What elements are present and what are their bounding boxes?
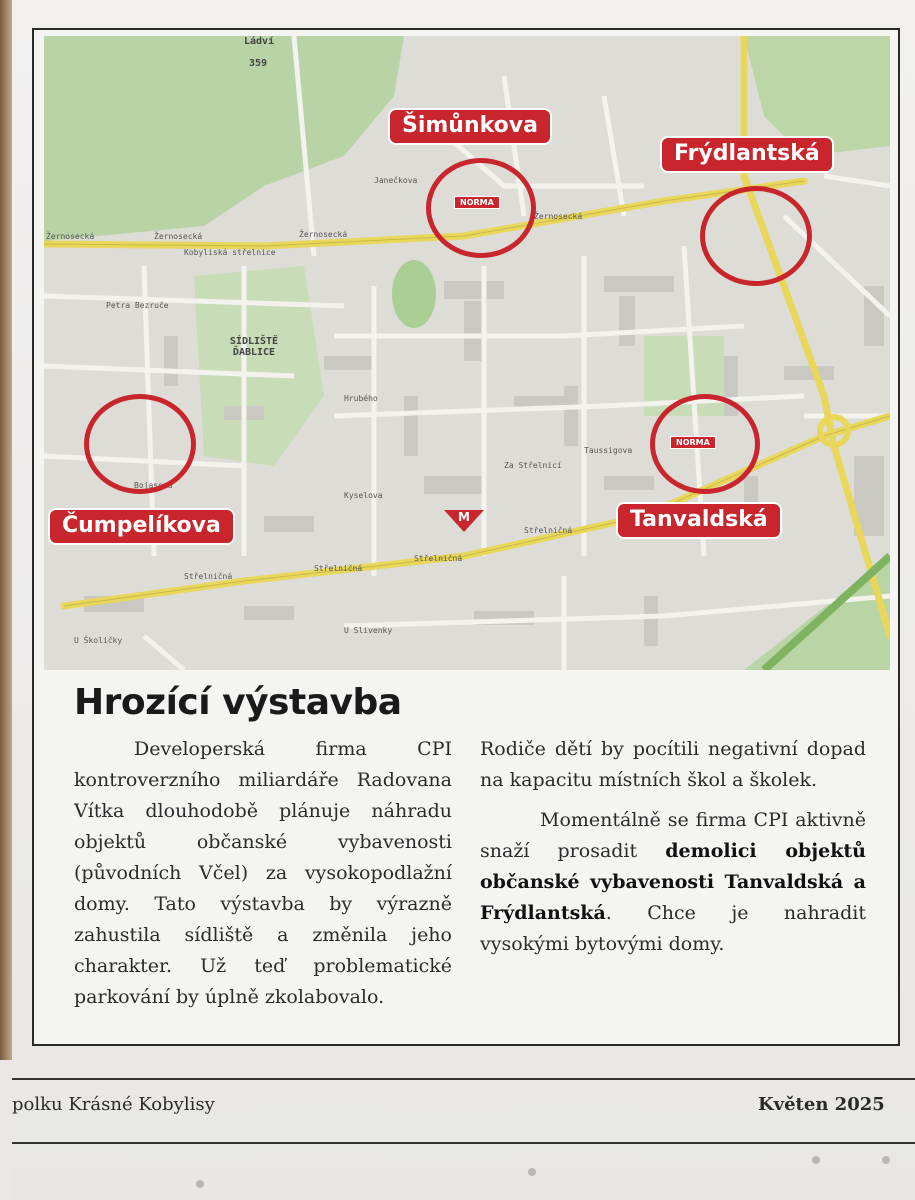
article-headline: Hrozící výstavba <box>74 682 402 723</box>
punch-hole <box>812 1156 820 1164</box>
callout-frydlantska: Frýdlantská <box>662 138 832 171</box>
map-label-district: SÍDLIŠTĚ ĎABLICE <box>229 336 279 358</box>
map-label-street: U Slivenky <box>344 626 393 635</box>
map-label-street: Kyselova <box>344 491 383 500</box>
punch-hole <box>882 1156 890 1164</box>
punch-hole <box>196 1180 204 1188</box>
stadium <box>392 260 436 328</box>
map-label-street: Janečkova <box>374 176 418 185</box>
article-box <box>32 28 900 1046</box>
map-label-street: Střelničná <box>414 554 463 563</box>
footer-date: Květen 2025 <box>758 1094 885 1115</box>
emphasized-text: demolici objektů občanské vybavenosti Tanvaldská a Frýdlantská <box>480 840 866 924</box>
map-label-street: Střelničná <box>184 572 233 581</box>
map-label-ladvi: Ládví <box>244 36 275 47</box>
footer-publisher: polku Krásné Kobylisy <box>12 1094 215 1115</box>
callout-cumpelikova: Čumpelíkova <box>50 510 233 543</box>
location-ring-frydlantska <box>700 186 812 286</box>
footer-rule-bottom <box>12 1142 915 1144</box>
map-label-street: Žernosecká <box>534 212 583 221</box>
location-ring-cumpelikova <box>84 394 196 494</box>
map-label-street: Bojasova <box>134 481 173 490</box>
map-label-street: U Školičky <box>74 636 123 645</box>
map-label-street: Kobyliská střelnice <box>184 248 276 257</box>
norma-marker: NORMA <box>454 196 500 209</box>
newsletter-page <box>12 0 915 1200</box>
map-label-street: Za Střelnicí <box>504 461 562 470</box>
norma-marker: NORMA <box>670 436 716 449</box>
map-label-street: Taussigova <box>584 446 633 455</box>
map-label-street: Žernosecká <box>154 232 203 241</box>
map-label-street: Střelničná <box>524 526 573 535</box>
map-label-street: Petra Bezruče <box>106 301 169 310</box>
map-label-street: Žernosecká <box>299 230 348 239</box>
map-label-street: Hrubého <box>344 394 378 403</box>
footer-rule-top <box>12 1078 915 1080</box>
punch-hole <box>528 1168 536 1176</box>
article-right-column <box>480 734 866 960</box>
article-paragraph: Momentálně se firma CPI aktivně snaží prosadit demolici objektů občanské vybavenosti Tanvaldská a Frýdlantská. Chce je nahradit vysokými bytovými domy. <box>480 809 866 955</box>
article-left-column <box>74 734 452 1013</box>
map-label-street: Střelničná <box>314 564 363 573</box>
map-label-street: Žernosecká <box>46 232 95 241</box>
callout-tanvaldska: Tanvaldská <box>618 504 780 537</box>
map-label-ladvi-elevation: 359 <box>249 58 268 69</box>
metro-icon: M <box>444 510 484 532</box>
callout-simunkova: Šimůnkova <box>390 110 550 143</box>
article-paragraph: Developerská firma CPI kontroverzního miliardáře Radovana Vítka dlouhodobě plánuje náhradu objektů občanské vybavenosti (původních Včel) za vysokopodlažní domy. Tato výstavba by výrazně zahustila sídliště a změnila jeho charakter. Už teď problematické parkování by úplně zkolabovalo. <box>74 738 452 1008</box>
district-map <box>44 36 890 670</box>
article-paragraph: Rodiče dětí by pocítili negativní dopad na kapacitu místních škol a školek. <box>480 738 866 791</box>
